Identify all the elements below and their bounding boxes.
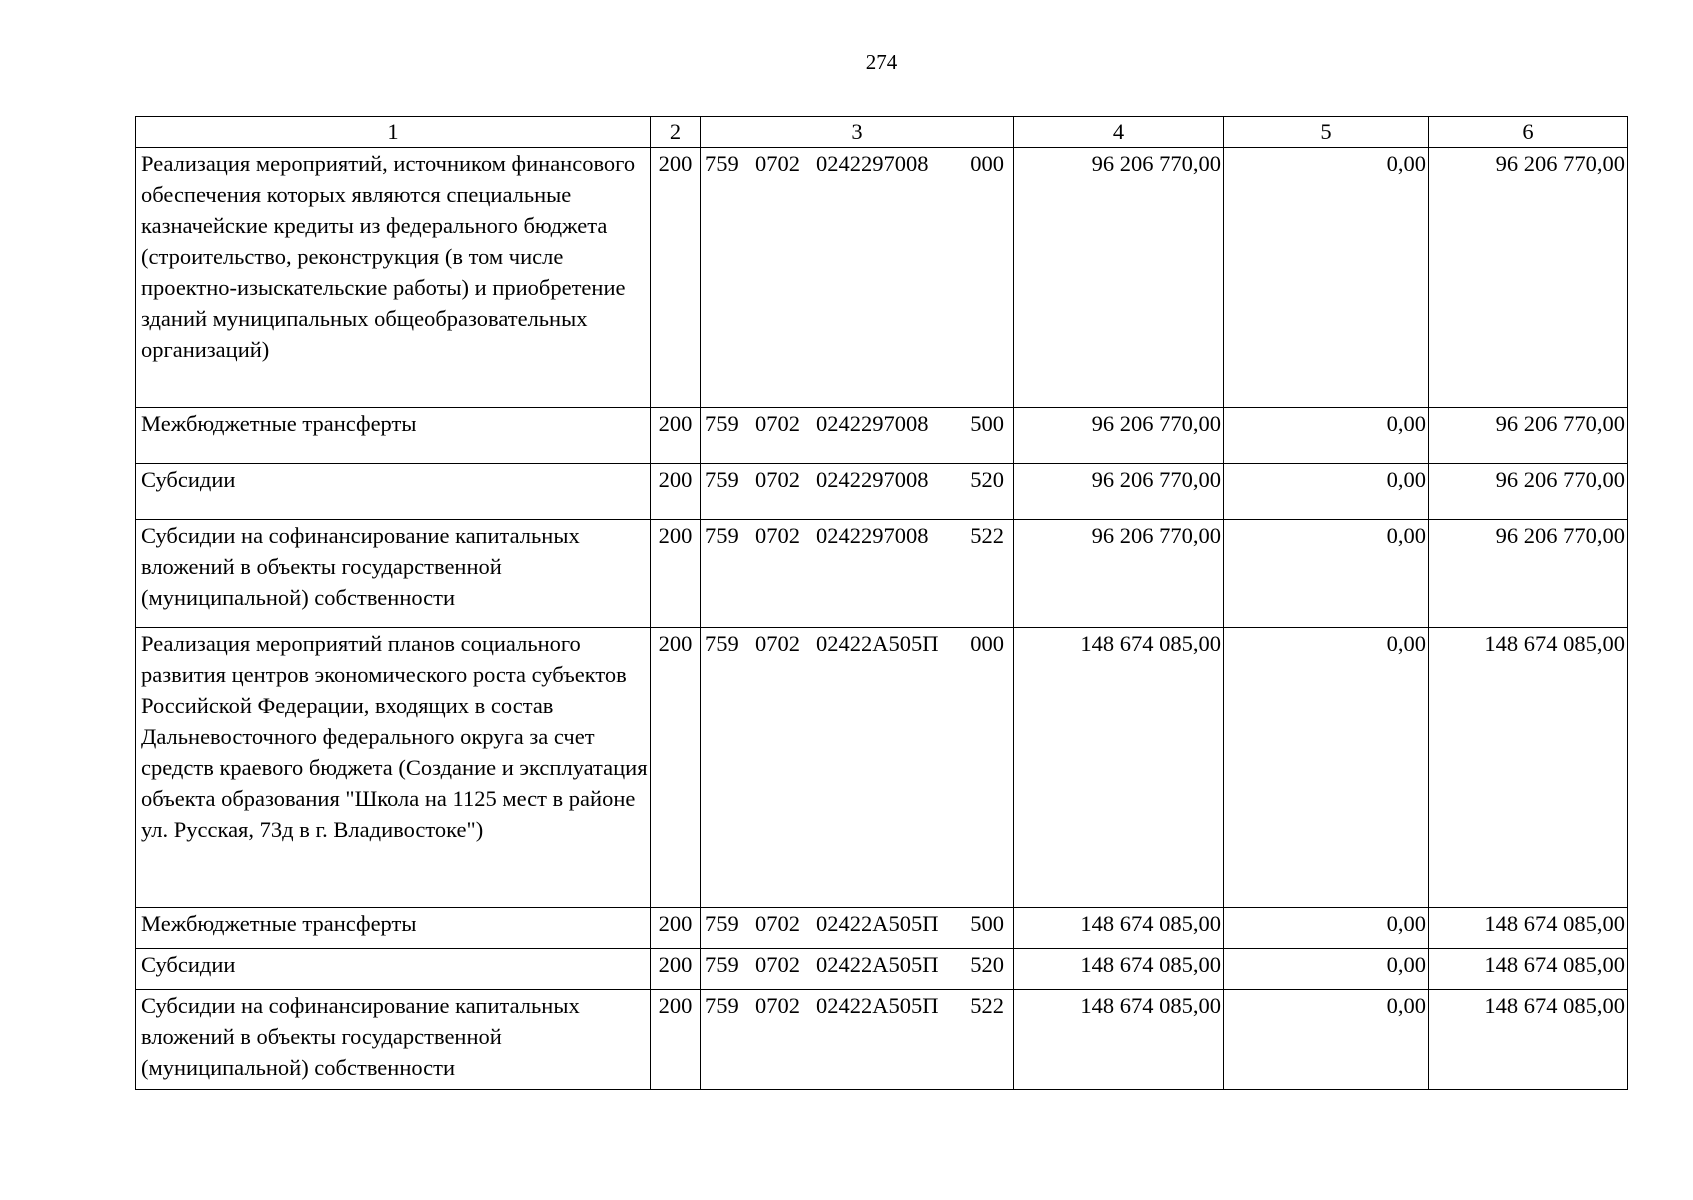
col4-amount: 148 674 085,00 — [1014, 908, 1224, 949]
col6-amount: 148 674 085,00 — [1429, 949, 1628, 990]
table-row — [136, 990, 1628, 1090]
table-row — [136, 949, 1628, 990]
col6-amount: 96 206 770,00 — [1429, 408, 1628, 464]
target-article-code: 02422А505П — [816, 911, 939, 936]
expense-type-code: 500 — [970, 411, 1004, 436]
target-article-code: 0242297008 — [816, 523, 929, 548]
budget-table — [135, 116, 1628, 1090]
col6-amount: 96 206 770,00 — [1429, 464, 1628, 520]
col2-code: 200 — [651, 908, 701, 949]
page-number: 274 — [865, 50, 898, 74]
table-row — [136, 464, 1628, 520]
expense-type-code: 522 — [970, 993, 1004, 1018]
expense-type-code: 500 — [970, 911, 1004, 936]
section-code: 0702 — [755, 631, 800, 656]
col4-amount: 96 206 770,00 — [1014, 148, 1224, 408]
header-cell: 3 — [701, 117, 1014, 148]
col4-amount: 148 674 085,00 — [1014, 990, 1224, 1090]
chapter-code: 759 — [705, 151, 739, 176]
expense-type-code: 000 — [970, 631, 1004, 656]
col2-code: 200 — [651, 408, 701, 464]
section-code: 0702 — [755, 523, 800, 548]
classification-code — [701, 908, 1014, 949]
classification-code — [701, 408, 1014, 464]
table-row — [136, 148, 1628, 408]
classification-code — [701, 520, 1014, 628]
section-code: 0702 — [755, 151, 800, 176]
target-article-code: 02422А505П — [816, 631, 939, 656]
header-cell: 6 — [1429, 117, 1628, 148]
col4-amount: 148 674 085,00 — [1014, 628, 1224, 908]
header-cell: 2 — [651, 117, 701, 148]
section-code: 0702 — [755, 411, 800, 436]
col5-amount: 0,00 — [1224, 464, 1429, 520]
expense-type-code: 522 — [970, 523, 1004, 548]
table-row — [136, 908, 1628, 949]
col2-code: 200 — [651, 148, 701, 408]
target-article-code: 0242297008 — [816, 411, 929, 436]
col5-amount: 0,00 — [1224, 520, 1429, 628]
col4-amount: 96 206 770,00 — [1014, 408, 1224, 464]
row-name: Субсидии на софинансирование капитальных вложений в объекты государственной (муниципальной) собственности — [136, 520, 651, 628]
section-code: 0702 — [755, 952, 800, 977]
col2-code: 200 — [651, 949, 701, 990]
col6-amount: 148 674 085,00 — [1429, 628, 1628, 908]
col2-code: 200 — [651, 464, 701, 520]
section-code: 0702 — [755, 993, 800, 1018]
col2-code: 200 — [651, 520, 701, 628]
col5-amount: 0,00 — [1224, 949, 1429, 990]
col4-amount: 96 206 770,00 — [1014, 520, 1224, 628]
header-cell: 1 — [136, 117, 651, 148]
classification-code — [701, 990, 1014, 1090]
expense-type-code: 520 — [970, 467, 1004, 492]
row-name: Реализация мероприятий, источником финансового обеспечения которых являются специальные казначейские кредиты из федерального бюджета (строительство, реконструкция (в том числе проектно-изыскательские работы) и приобретение зданий муниципальных общеобразовательных организаций) — [136, 148, 651, 408]
target-article-code: 0242297008 — [816, 151, 929, 176]
col5-amount: 0,00 — [1224, 628, 1429, 908]
col4-amount: 148 674 085,00 — [1014, 949, 1224, 990]
classification-code — [701, 464, 1014, 520]
header-cell: 4 — [1014, 117, 1224, 148]
row-name: Межбюджетные трансферты — [136, 908, 651, 949]
col5-amount: 0,00 — [1224, 408, 1429, 464]
col4-amount: 96 206 770,00 — [1014, 464, 1224, 520]
chapter-code: 759 — [705, 993, 739, 1018]
table-row — [136, 628, 1628, 908]
col2-code: 200 — [651, 628, 701, 908]
col5-amount: 0,00 — [1224, 908, 1429, 949]
col5-amount: 0,00 — [1224, 148, 1429, 408]
row-name: Субсидии на софинансирование капитальных вложений в объекты государственной (муниципальной) собственности — [136, 990, 651, 1090]
chapter-code: 759 — [705, 523, 739, 548]
table-row — [136, 408, 1628, 464]
col6-amount: 96 206 770,00 — [1429, 148, 1628, 408]
expense-type-code: 520 — [970, 952, 1004, 977]
col6-amount: 96 206 770,00 — [1429, 520, 1628, 628]
chapter-code: 759 — [705, 911, 739, 936]
col6-amount: 148 674 085,00 — [1429, 908, 1628, 949]
target-article-code: 02422А505П — [816, 952, 939, 977]
chapter-code: 759 — [705, 631, 739, 656]
header-cell: 5 — [1224, 117, 1429, 148]
section-code: 0702 — [755, 911, 800, 936]
row-name: Реализация мероприятий планов социального развития центров экономического роста субъектов Российской Федерации, входящих в состав Дальневосточного федерального округа за счет средств краевого бюджета (Создание и эксплуатация объекта образования "Школа на 1125 мест в районе ул. Русская, 73д в г. Владивостоке") — [136, 628, 651, 908]
classification-code — [701, 628, 1014, 908]
chapter-code: 759 — [705, 411, 739, 436]
row-name: Субсидии — [136, 949, 651, 990]
col2-code: 200 — [651, 990, 701, 1090]
row-name: Межбюджетные трансферты — [136, 408, 651, 464]
col6-amount: 148 674 085,00 — [1429, 990, 1628, 1090]
target-article-code: 0242297008 — [816, 467, 929, 492]
col5-amount: 0,00 — [1224, 990, 1429, 1090]
table-row — [136, 520, 1628, 628]
header-row — [136, 117, 1628, 148]
chapter-code: 759 — [705, 467, 739, 492]
section-code: 0702 — [755, 467, 800, 492]
row-name: Субсидии — [136, 464, 651, 520]
classification-code — [701, 949, 1014, 990]
target-article-code: 02422А505П — [816, 993, 939, 1018]
expense-type-code: 000 — [970, 151, 1004, 176]
classification-code — [701, 148, 1014, 408]
chapter-code: 759 — [705, 952, 739, 977]
